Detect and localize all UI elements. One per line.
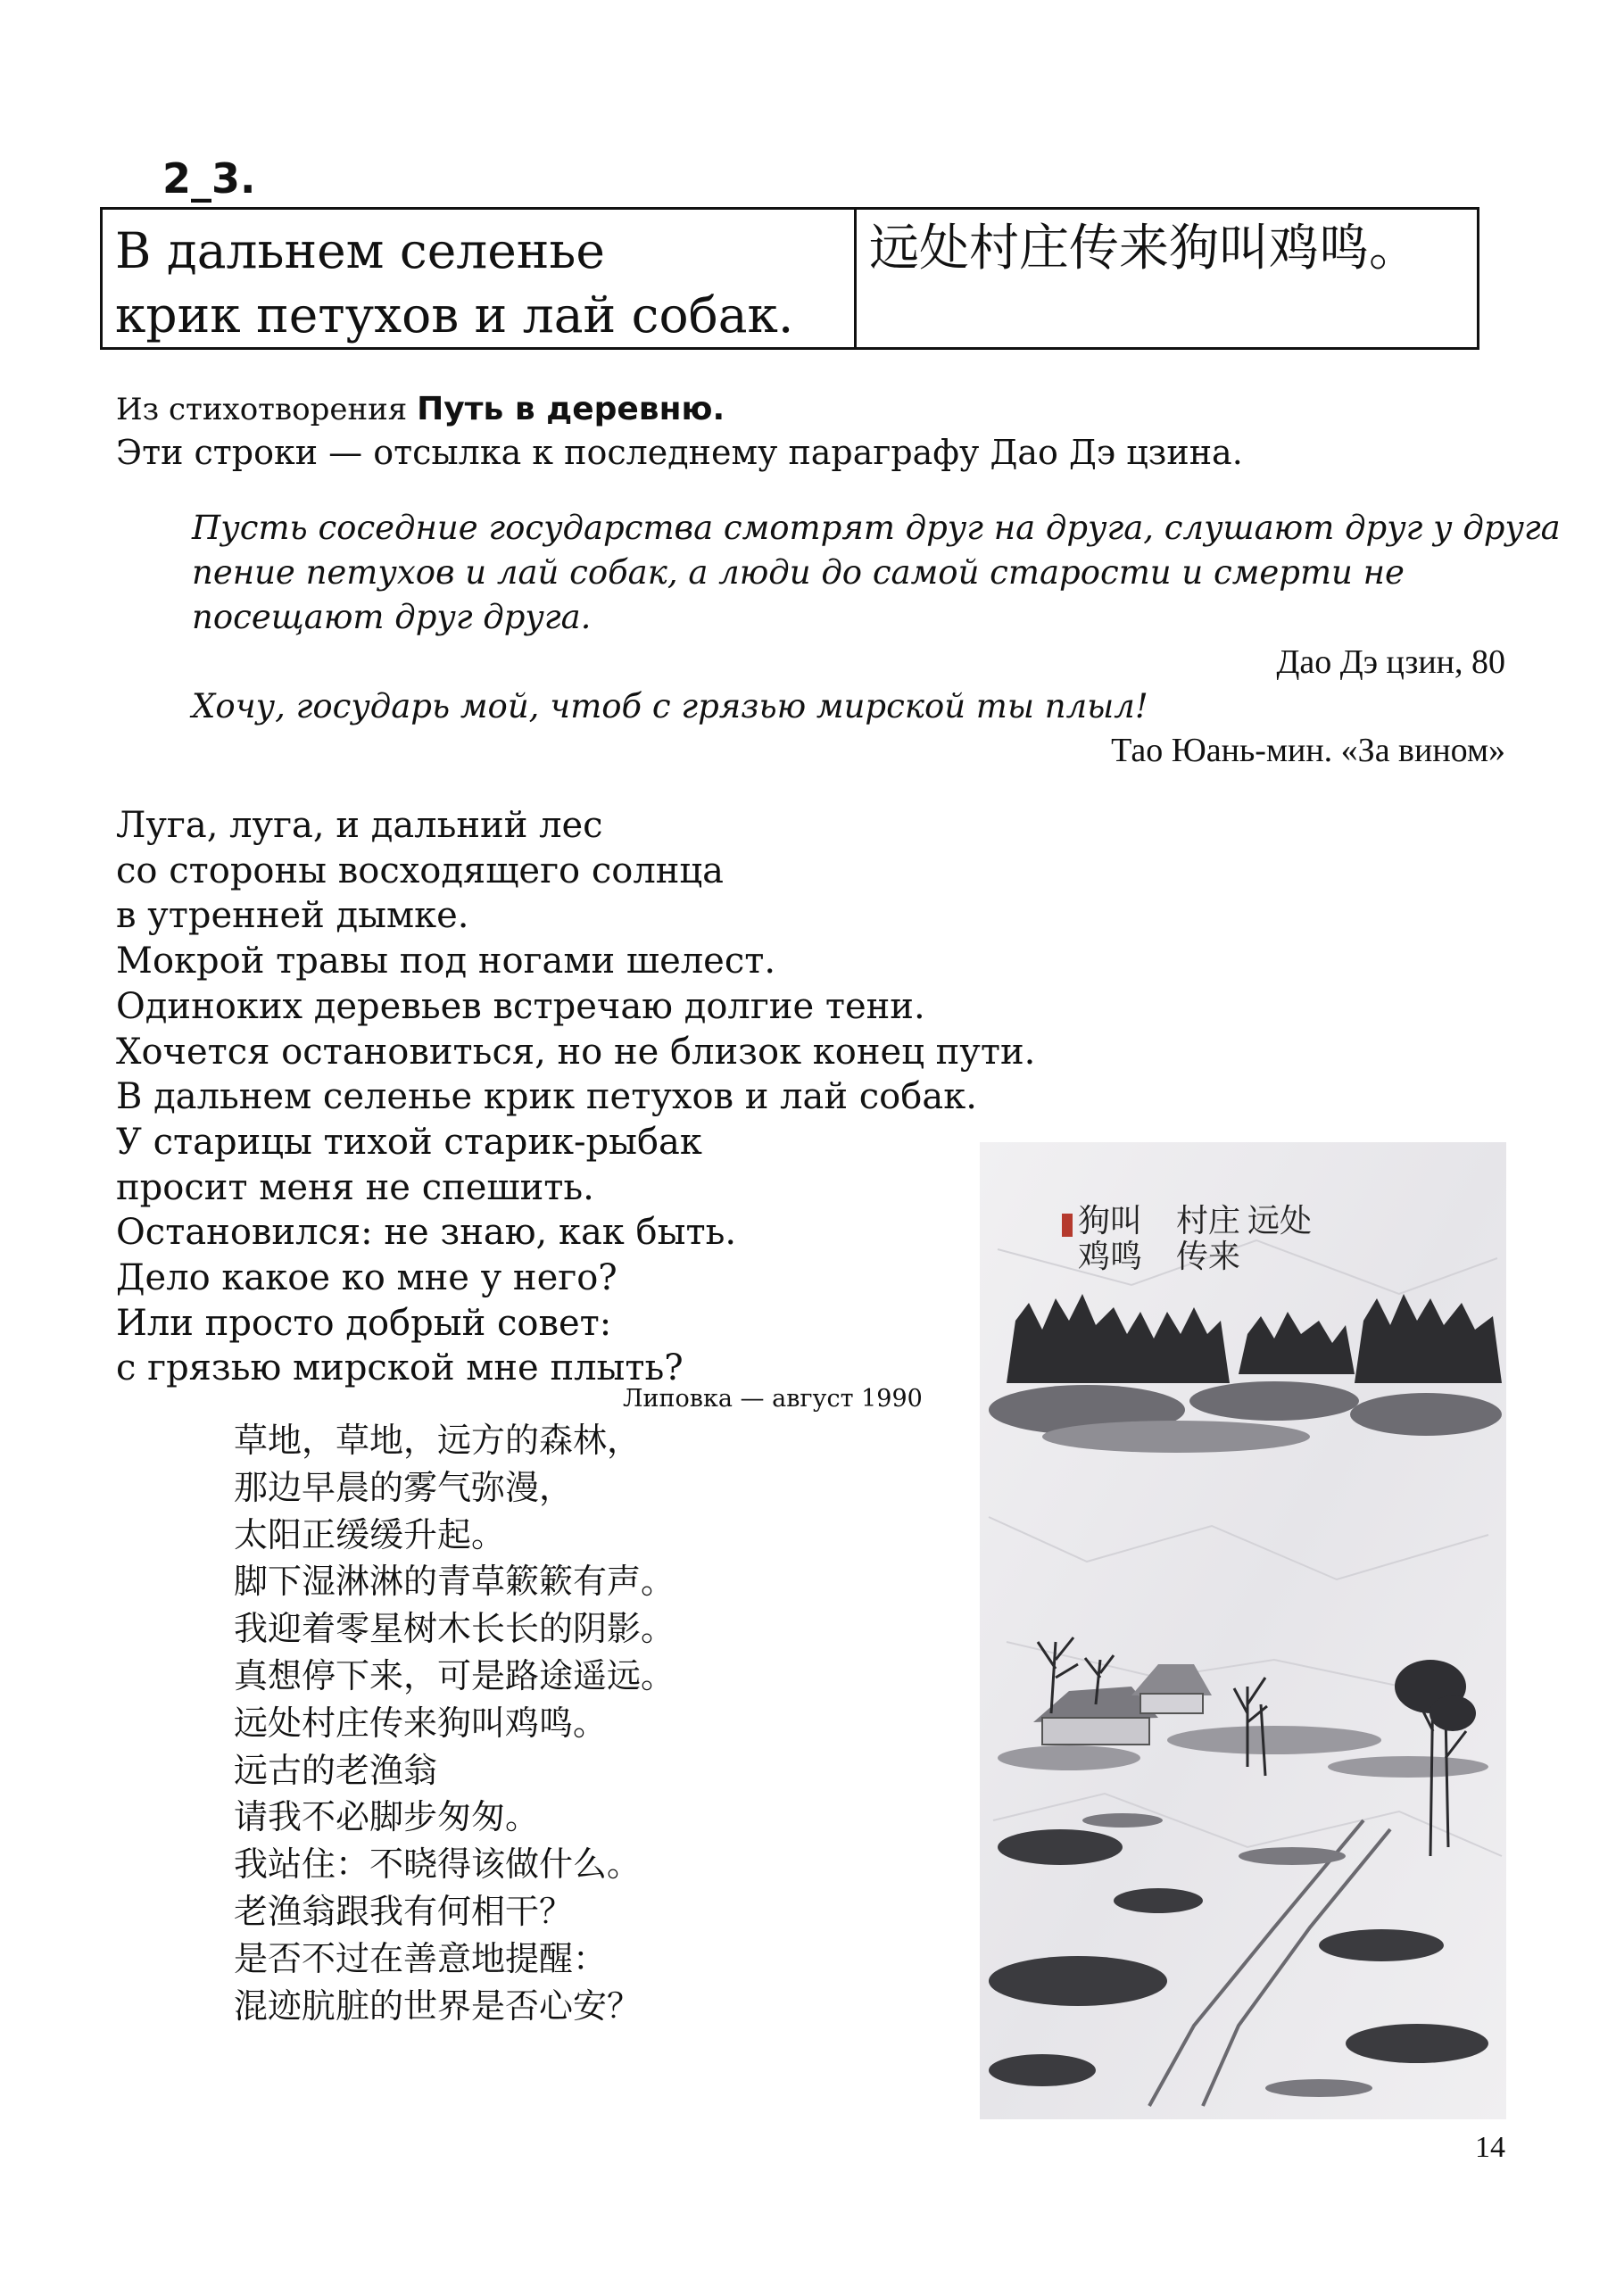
poem-line: 远处村庄传来狗叫鸡鸣。 (234, 1703, 608, 1743)
header-table (100, 207, 1479, 350)
poem-line: 老渔翁跟我有何相干？ (234, 1891, 574, 1931)
epigraph-line: Пусть соседние государства смотрят друг на друга, слушают друг у друга (192, 509, 1561, 547)
intro-line: Эти строки — отсылка к последнему параграфу Дао Дэ цзина. (116, 433, 1243, 472)
poem-line: 我站住：不晓得该做什么。 (234, 1844, 642, 1885)
poem-line: 真想停下来，可是路途遥远。 (234, 1655, 675, 1695)
ink-landscape-painting (980, 1142, 1506, 2119)
epigraph-line: пение петухов и лай собак, а люди до самой старости и смерти не (192, 553, 1405, 592)
poem-line: просит меня не спешить. (116, 1166, 594, 1208)
epigraph-attribution-2: Тао Юань-мин. «За вином» (1111, 732, 1505, 769)
header-cell-russian (103, 210, 857, 347)
poem-title: Путь в деревню. (417, 391, 725, 427)
poem-line: 是否不过在善意地提醒： (234, 1938, 608, 1978)
epigraph-line: Хочу, государь мой, чтоб с грязью мирской ты плыл! (192, 687, 1148, 725)
poem-line: 混迹肮脏的世界是否心安？ (234, 1985, 642, 2026)
poem-line: Остановился: не знаю, как быть. (116, 1212, 737, 1254)
calligraphy-column: 远处 (1247, 1203, 1313, 1239)
page-number: 14 (1475, 2131, 1505, 2164)
poem-line: Дело какое ко мне у него? (116, 1257, 617, 1299)
poem-line: со стороны восходящего солнца (116, 850, 724, 891)
poem-line: 请我不必脚步匆匆。 (234, 1797, 540, 1837)
poem-line: Луга, луга, и дальний лес (116, 805, 603, 846)
calligraphy-column: 传来 (1176, 1239, 1241, 1275)
epigraph-quote-2 (192, 684, 1512, 729)
poem-line: 草地，草地，远方的森林， (234, 1421, 642, 1460)
red-seal-stamp (1062, 1214, 1073, 1237)
source-line (116, 389, 725, 430)
poem-line: 那边早晨的雾气弥漫， (234, 1467, 574, 1507)
poem-line: Мокрой травы под ногами шелест. (116, 941, 776, 982)
header-cell-chinese: 远处村庄传来狗叫鸡鸣。 (869, 220, 1419, 278)
poem-russian (116, 803, 1035, 1391)
calligraphy-column: 村庄 (1176, 1203, 1241, 1239)
poem-line: Или просто добрый совет: (116, 1302, 612, 1344)
calligraphy-column: 鸡鸣 (1078, 1239, 1143, 1275)
poem-line: в утренней дымке. (116, 895, 469, 937)
epigraph-quote-1 (192, 506, 1561, 640)
header-ru-line: крик петухов и лай собак. (115, 286, 794, 344)
header-ru-line: В дальнем селенье (115, 222, 605, 279)
poem-date: Липовка — август 1990 (623, 1385, 923, 1413)
source-prefix: Из стихотворения (116, 392, 408, 427)
poem-line: У старицы тихой старик-рыбак (116, 1121, 702, 1163)
epigraph-line: посещают друг друга. (192, 598, 592, 636)
poem-line: 远古的老渔翁 (234, 1750, 438, 1790)
epigraph-attribution-1: Дао Дэ цзин, 80 (1276, 643, 1505, 681)
poem-line: Одиноких деревьев встречаю долгие тени. (116, 985, 925, 1027)
poem-line: 太阳正缓缓升起。 (234, 1514, 506, 1554)
poem-line: В дальнем селенье крик петухов и лай собак. (116, 1076, 977, 1118)
poem-line: Хочется остановиться, но не близок конец пути. (116, 1031, 1036, 1073)
poem-line: с грязью мирской мне плыть? (116, 1347, 684, 1389)
calligraphy-column: 狗叫 (1078, 1203, 1143, 1239)
section-number: 2_3. (162, 154, 256, 203)
poem-chinese (234, 1417, 675, 2029)
poem-line: 脚下湿淋淋的青草簌簌有声。 (234, 1562, 675, 1602)
poem-line: 我迎着零星树木长长的阴影。 (234, 1609, 675, 1649)
